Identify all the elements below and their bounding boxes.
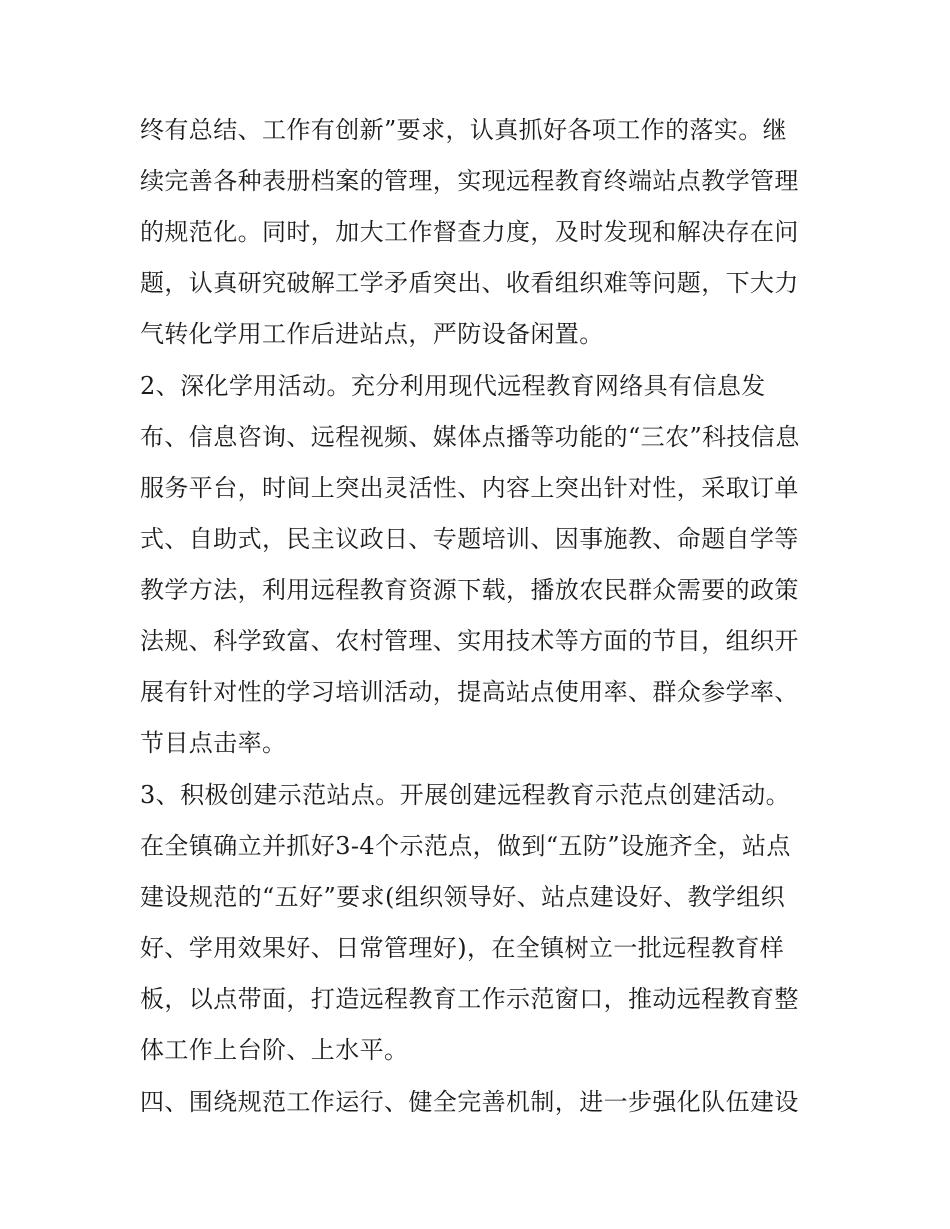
- text-line: 体工作上台阶、上水平。: [140, 1036, 409, 1064]
- text-line: 续完善各种表册档案的管理，实现远程教育终端站点教学管理: [140, 167, 799, 195]
- text-line: 2、深化学用活动。充分利用现代远程教育网络具有信息发: [140, 372, 766, 400]
- text-line: 在全镇确立并抓好3-4个示范点，做到“五防”设施齐全，站点: [140, 832, 791, 860]
- text-line: 题，认真研究破解工学矛盾突出、收看组织难等问题，下大力: [140, 269, 799, 297]
- text-line: 建设规范的“五好”要求(组织领导好、站点建设好、教学组织: [140, 883, 786, 911]
- text-line: 布、信息咨询、远程视频、媒体点播等功能的“三农”科技信息: [140, 423, 800, 451]
- text-line: 的规范化。同时，加大工作督查力度，及时发现和解决存在问: [140, 218, 799, 246]
- text-line: 3、积极创建示范站点。开展创建远程教育示范点创建活动。: [140, 781, 791, 809]
- text-line: 服务平台，时间上突出灵活性、内容上突出针对性，采取订单: [140, 474, 799, 502]
- text-line: 教学方法，利用远程教育资源下载，播放农民群众需要的政策: [140, 576, 799, 604]
- text-line: 气转化学用工作后进站点，严防设备闲置。: [140, 320, 604, 348]
- text-line: 终有总结、工作有创新”要求，认真抓好各项工作的落实。继: [140, 116, 788, 144]
- text-line: 式、自助式，民主议政日、专题培训、因事施教、命题自学等: [140, 525, 799, 553]
- text-line: 节目点击率。: [140, 729, 287, 757]
- text-line: 好、学用效果好、日常管理好)，在全镇树立一批远程教育样: [140, 934, 785, 962]
- text-line: 法规、科学致富、农村管理、实用技术等方面的节目，组织开: [140, 627, 799, 655]
- text-line: 展有针对性的学习培训活动，提高站点使用率、群众参学率、: [140, 678, 799, 706]
- text-line: 四、围绕规范工作运行、健全完善机制，进一步强化队伍建设: [140, 1088, 799, 1116]
- text-line: 板，以点带面，打造远程教育工作示范窗口，推动远程教育整: [140, 985, 799, 1013]
